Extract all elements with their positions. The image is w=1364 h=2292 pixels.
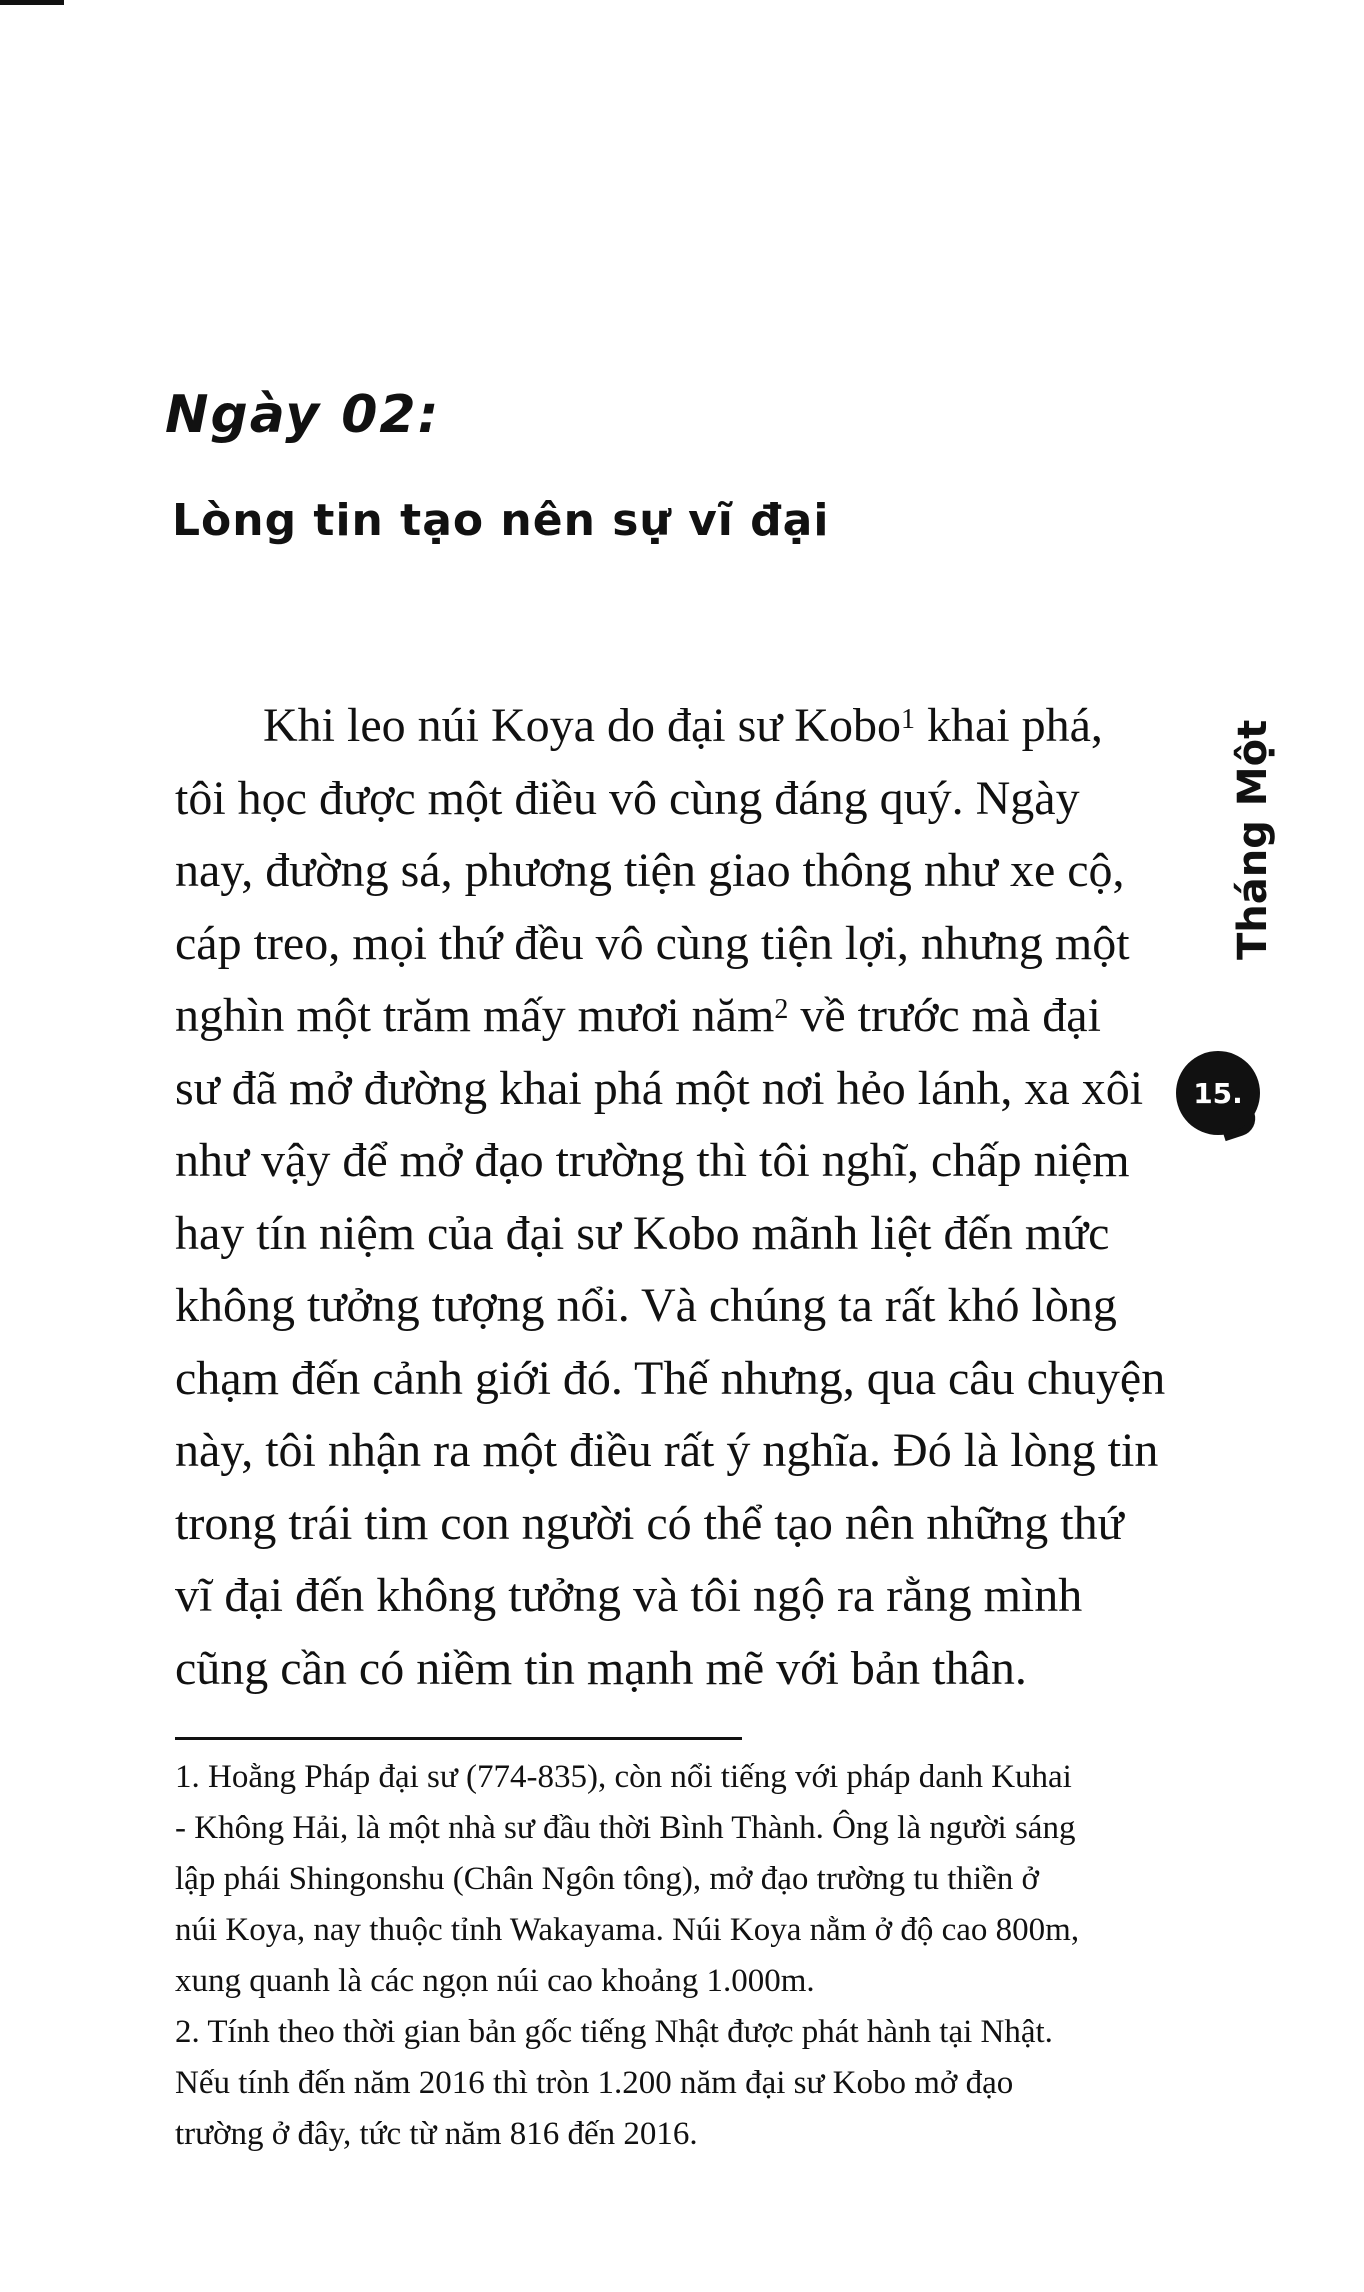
footnote-ref-1[interactable]: 1	[900, 704, 915, 735]
body-line: trong trái tim con người có thể tạo nên những thứ	[175, 1496, 1124, 1550]
body-line: vĩ đại đến không tưởng và tôi ngộ ra rằng mình	[175, 1569, 1083, 1622]
body-line: nghìn một trăm mấy mươi năm$^2$ về trước mà đại	[175, 989, 1101, 1042]
footnote-1	[175, 1752, 1175, 2007]
footnote-divider	[175, 1737, 742, 1740]
body-line: cũng cần có niềm tin mạnh mẽ với bản thân.	[175, 1641, 1027, 1695]
top-edge-mark	[0, 0, 64, 5]
body-line: này, tôi nhận ra một điều rất ý nghĩa. Đó là lòng tin	[175, 1424, 1159, 1477]
footnote-line: 1. Hoằng Pháp đại sư (774-835), còn nổi tiếng với pháp danh Kuhai	[175, 1759, 1072, 1795]
body-line: hay tín niệm của đại sư Kobo mãnh liệt đến mức	[175, 1206, 1110, 1260]
footnote-line: núi Koya, nay thuộc tỉnh Wakayama. Núi Koya nằm ở độ cao 800m,	[175, 1912, 1080, 1948]
footnote-ref-2[interactable]: 2	[774, 994, 789, 1025]
chapter-title: Lòng tin tạo nên sự vĩ đại	[172, 495, 830, 546]
footnote-line: xung quanh là các ngọn núi cao khoảng 1.000m.	[175, 1963, 815, 1999]
footnote-2	[175, 2007, 1175, 2160]
footnote-line: lập phái Shingonshu (Chân Ngôn tông), mở đạo trường tu thiền ở	[175, 1861, 1039, 1897]
footnotes	[175, 1752, 1175, 2160]
body-line: cáp treo, mọi thứ đều vô cùng tiện lợi, nhưng một	[175, 916, 1130, 970]
body-line: không tưởng tượng nổi. Và chúng ta rất khó lòng	[175, 1279, 1117, 1332]
body-line: chạm đến cảnh giới đó. Thế nhưng, qua câu chuyện	[175, 1351, 1166, 1405]
footnote-line: Nếu tính đến năm 2016 thì tròn 1.200 năm đại sư Kobo mở đạo	[175, 2065, 1014, 2101]
footnote-line: - Không Hải, là một nhà sư đầu thời Bình Thành. Ông là người sáng	[175, 1810, 1076, 1846]
body-line: nay, đường sá, phương tiện giao thông như xe cộ,	[175, 844, 1125, 897]
body-line: sư đã mở đường khai phá một nơi hẻo lánh, xa xôi	[175, 1061, 1144, 1115]
body-line: Khi leo núi Koya do đại sư Kobo$^1$ khai phá,	[263, 699, 1103, 752]
footnote-line: 2. Tính theo thời gian bản gốc tiếng Nhật được phát hành tại Nhật.	[175, 2014, 1053, 2050]
body-line: như vậy để mở đạo trường thì tôi nghĩ, chấp niệm	[175, 1134, 1130, 1187]
footnote-line: trường ở đây, tức từ năm 816 đến 2016.	[175, 2116, 698, 2152]
page-number-badge: 15.	[1176, 1051, 1260, 1135]
body-line: tôi học được một điều vô cùng đáng quý. Ngày	[175, 771, 1080, 825]
body-paragraph	[175, 690, 1166, 1705]
month-side-label: Tháng Một	[1230, 719, 1276, 960]
day-label: Ngày 02:	[165, 385, 441, 445]
